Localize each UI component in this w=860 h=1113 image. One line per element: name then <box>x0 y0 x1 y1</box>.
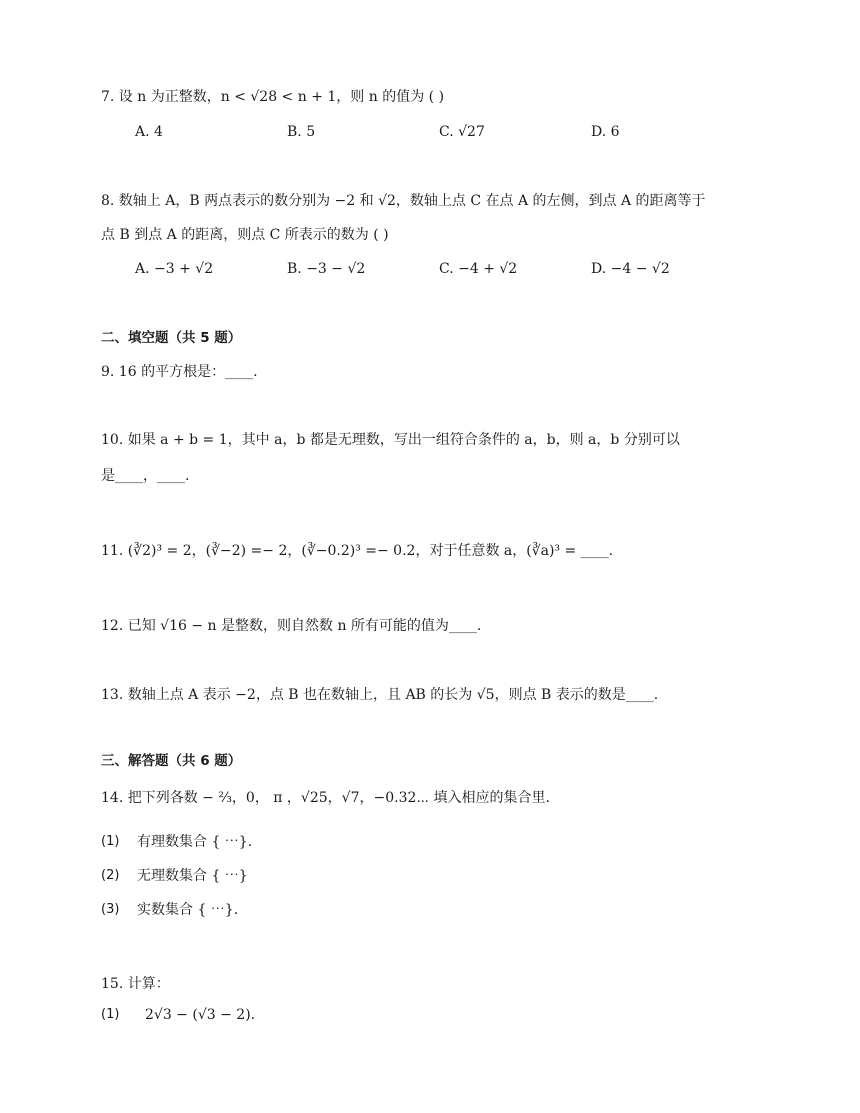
question-14-item-1-text: 有理数集合 { ⋯}. <box>137 834 253 850</box>
question-14-item-3-text: 实数集合 { ⋯}. <box>137 902 239 918</box>
question-7-option-a: A. 4 <box>135 124 163 140</box>
question-14-stem: 14. 把下列各数 − ⅔，0， π ，√25，√7，−0.32⋯ 填入相应的集合里. <box>101 790 550 806</box>
question-11: 11. (∛2)³ = 2，(∛−2) =− 2，(∛−0.2)³ =− 0.2，对于任意数 a，(∛a)³ = ____. <box>101 543 614 559</box>
question-8-stem-line-2: 点 B 到点 A 的距离，则点 C 所表示的数为 ( ) <box>101 227 389 243</box>
question-10-line-2: 是____，____. <box>101 468 190 484</box>
question-14-item-1-label: (1) <box>101 834 120 849</box>
question-8-option-c: C. −4 + √2 <box>439 261 518 277</box>
question-15-item-1-label: (1) <box>101 1007 120 1022</box>
question-8-option-d: D. −4 − √2 <box>591 261 670 277</box>
question-13: 13. 数轴上点 A 表示 −2，点 B 也在数轴上，且 AB 的长为 √5，则点 B 表示的数是____. <box>101 687 659 703</box>
question-10-line-1: 10. 如果 a + b = 1，其中 a，b 都是无理数，写出一组符合条件的 a，b，则 a，b 分别可以 <box>101 432 680 448</box>
question-15-item-1-text: 2√3 − (√3 − 2). <box>145 1007 256 1023</box>
question-7-option-c: C. √27 <box>439 124 485 140</box>
question-8-stem-line-1: 8. 数轴上 A，B 两点表示的数分别为 −2 和 √2，数轴上点 C 在点 A 的左侧，到点 A 的距离等于 <box>101 193 706 209</box>
question-8-option-a: A. −3 + √2 <box>135 261 214 277</box>
question-14-item-2-text: 无理数集合 { ⋯} <box>137 868 248 884</box>
question-14-item-3-label: (3) <box>101 902 120 917</box>
question-15-stem: 15. 计算： <box>101 976 170 992</box>
question-7-option-b: B. 5 <box>287 124 316 140</box>
question-7-option-d: D. 6 <box>591 124 620 140</box>
question-12: 12. 已知 √16 − n 是整数，则自然数 n 所有可能的值为____. <box>101 618 482 634</box>
question-7-stem: 7. 设 n 为正整数，n < √28 < n + 1，则 n 的值为 ( ) <box>101 89 445 105</box>
section-2-heading: 二、填空题（共 5 题） <box>101 330 242 346</box>
question-9: 9. 16 的平方根是：____. <box>101 364 258 380</box>
question-8-option-b: B. −3 − √2 <box>287 261 366 277</box>
section-3-heading: 三、解答题（共 6 题） <box>101 753 242 769</box>
question-14-item-2-label: (2) <box>101 868 120 883</box>
